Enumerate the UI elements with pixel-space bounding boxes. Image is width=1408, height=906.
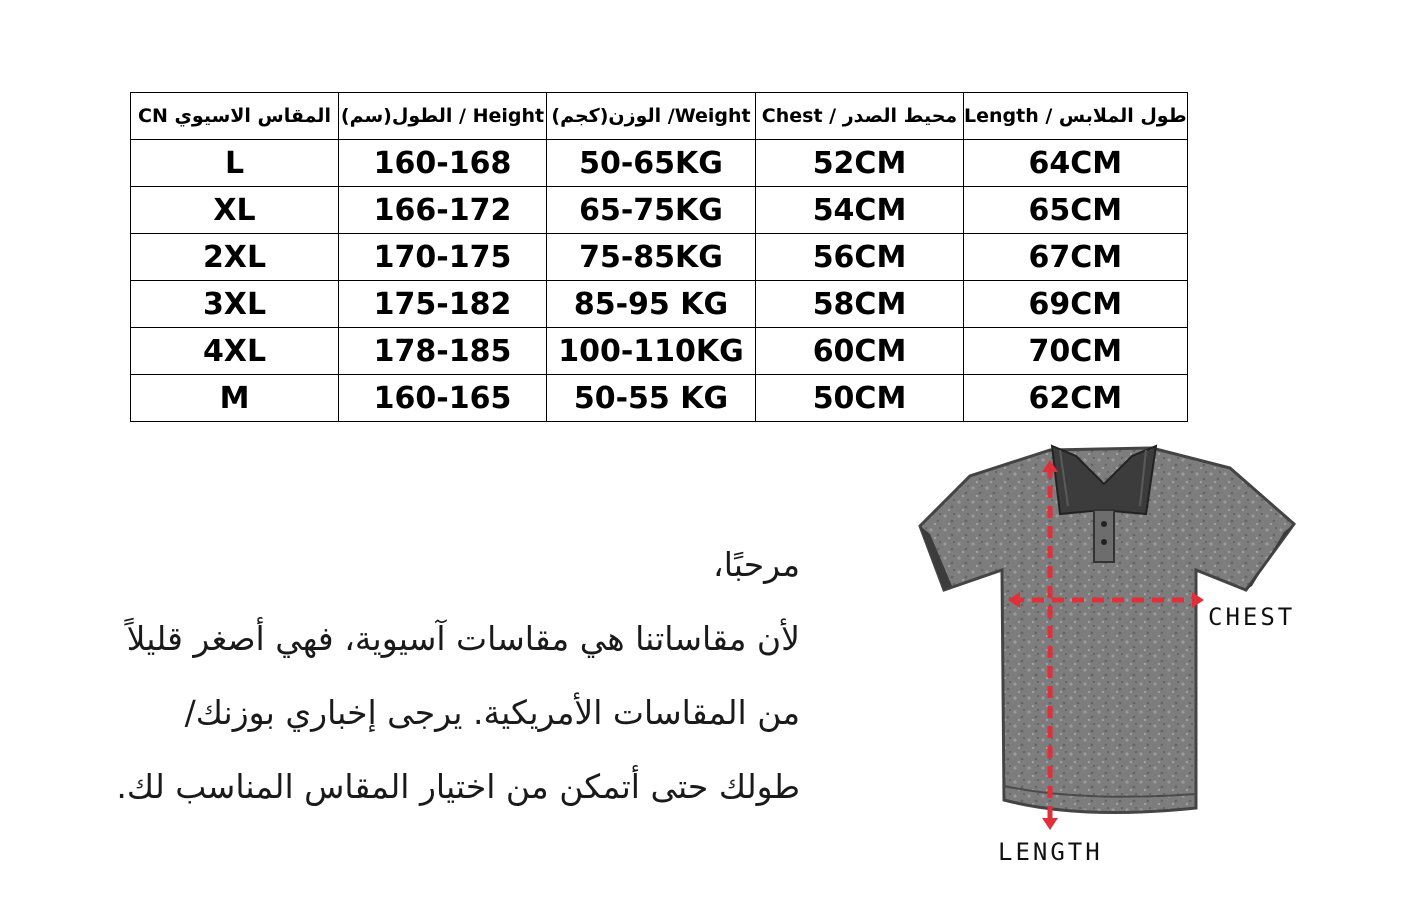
height-cell: 160-165	[339, 375, 547, 422]
table-row	[131, 140, 1188, 187]
chest-cell: 60CM	[756, 328, 964, 375]
size-cell: 2XL	[131, 234, 339, 281]
length-cell: 67CM	[964, 234, 1188, 281]
weight-cell: 65-75KG	[547, 187, 756, 234]
length-cell: 70CM	[964, 328, 1188, 375]
weight-cell: 50-55 KG	[547, 375, 756, 422]
header-height: الطول(سم) / Height	[339, 93, 547, 140]
size-cell: M	[131, 375, 339, 422]
height-cell: 178-185	[339, 328, 547, 375]
chest-cell: 50CM	[756, 375, 964, 422]
header-size: CN المقاس الاسيوي	[131, 93, 339, 140]
table-row	[131, 281, 1188, 328]
weight-cell: 85-95 KG	[547, 281, 756, 328]
height-cell: 175-182	[339, 281, 547, 328]
length-cell: 65CM	[964, 187, 1188, 234]
header-length: Length / طول الملابس	[964, 93, 1188, 140]
height-cell: 160-168	[339, 140, 547, 187]
length-cell: 62CM	[964, 375, 1188, 422]
chest-cell: 52CM	[756, 140, 964, 187]
size-cell: 3XL	[131, 281, 339, 328]
table-header-row	[131, 93, 1188, 140]
size-chart-table	[130, 92, 1188, 422]
height-cell: 166-172	[339, 187, 547, 234]
height-cell: 170-175	[339, 234, 547, 281]
placket	[1094, 510, 1114, 562]
size-cell: L	[131, 140, 339, 187]
size-cell: 4XL	[131, 328, 339, 375]
table-row	[131, 375, 1188, 422]
note-line: لأن مقاساتنا هي مقاسات آسيوية، فهي أصغر قليلاً	[126, 619, 800, 658]
chest-cell: 54CM	[756, 187, 964, 234]
length-cell: 64CM	[964, 140, 1188, 187]
note-line: من المقاسات الأمريكية. يرجى إخباري بوزنك/	[184, 693, 800, 732]
weight-cell: 75-85KG	[547, 234, 756, 281]
chest-cell: 58CM	[756, 281, 964, 328]
weight-cell: 50-65KG	[547, 140, 756, 187]
size-note	[80, 528, 800, 824]
table-row	[131, 328, 1188, 375]
table-row	[131, 187, 1188, 234]
header-weight: الوزن(كجم) /Weight	[547, 93, 756, 140]
size-cell: XL	[131, 187, 339, 234]
table-row	[131, 234, 1188, 281]
note-greeting: مرحبًا،	[713, 545, 800, 584]
chest-cell: 56CM	[756, 234, 964, 281]
weight-cell: 100-110KG	[547, 328, 756, 375]
note-line: طولك حتى أتمكن من اختيار المقاس المناسب لك.	[116, 767, 800, 806]
polo-shirt-diagram	[900, 428, 1300, 848]
length-label: LENGTH	[998, 838, 1103, 866]
header-chest: Chest / محيط الصدر	[756, 93, 964, 140]
length-cell: 69CM	[964, 281, 1188, 328]
chest-label: CHEST	[1208, 603, 1296, 631]
